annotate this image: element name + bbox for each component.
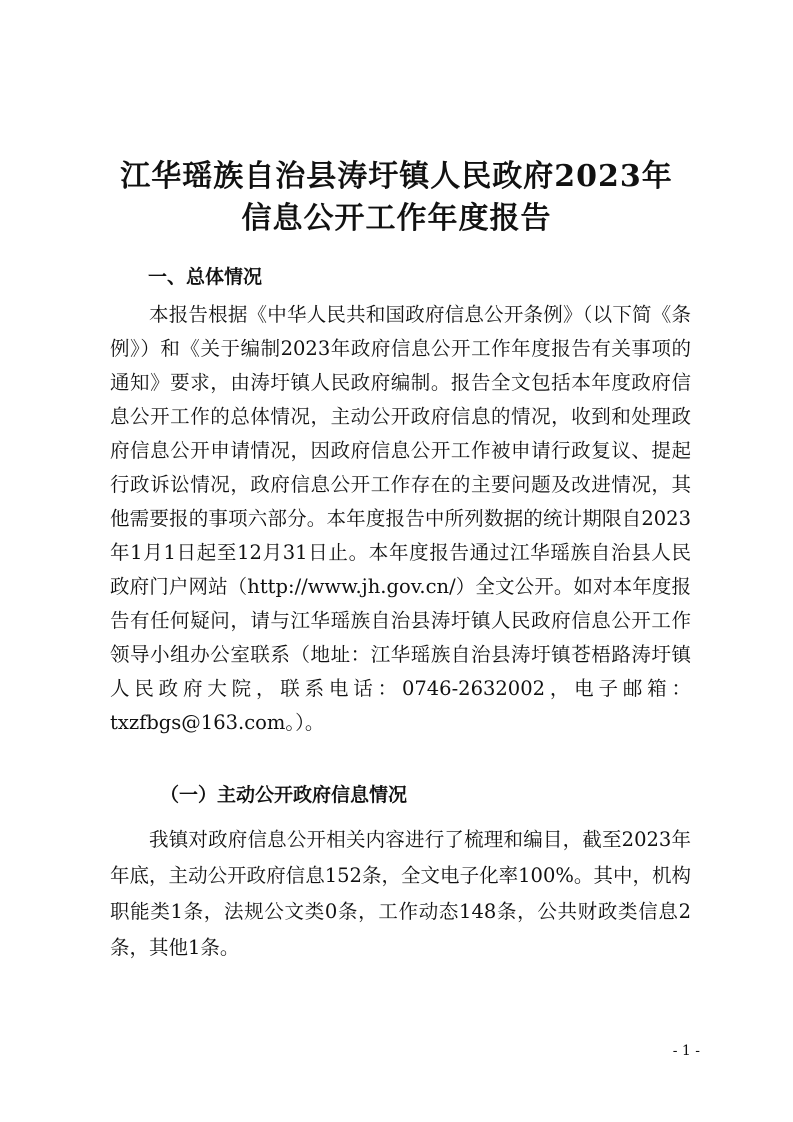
page-number: - 1 - xyxy=(672,1043,700,1059)
proactive-disclosure-paragraph: 我镇对政府信息公开相关内容进行了梳理和编目，截至2023年年底，主动公开政府信息152条，全文电子化率100%。其中，机构职能类1条，法规公文类0条，工作动态148条，公共财政类信息2条，其他1条。 xyxy=(110,828,691,959)
overview-paragraph: 本报告根据《中华人民共和国政府信息公开条例》（以下简《条例》）和《关于编制2023年政府信息公开工作年度报告有关事项的通知》要求，由涛圩镇人民政府编制。报告全文包括本年度政府信息公开工作的总体情况，主动公开政府信息的情况，收到和处理政府信息公开申请情况，因政府信息公开工作被申请行政复议、提起行政诉讼情况，政府信息公开工作存在的主要问题及改进情况，其他需要报的事项六部分。本年度报告中所列数据的统计期限自2023年1月1日起至12月31日止。本年度报告通过江华瑶族自治县人民政府门户网站（http://www.jh.gov.cn/）全文公开。如对本年度报告有任何疑问，请与江华瑶族自治县涛圩镇人民政府信息公开工作领导小组办公室联系（地址：江华瑶族自治县涛圩镇苍梧路涛圩镇人民政府大院，联系电话：0746-2632002，电子邮箱：txzfbgs@163.com。）。 xyxy=(110,303,691,734)
report-title-line-2: 信息公开工作年度报告 xyxy=(241,201,552,236)
report-title-line-1: 江华瑶族自治县涛圩镇人民政府2023年 xyxy=(120,159,673,194)
section-heading-overview: 一、总体情况 xyxy=(148,266,263,288)
subsection-heading-proactive-disclosure: （一）主动公开政府信息情况 xyxy=(160,784,408,806)
